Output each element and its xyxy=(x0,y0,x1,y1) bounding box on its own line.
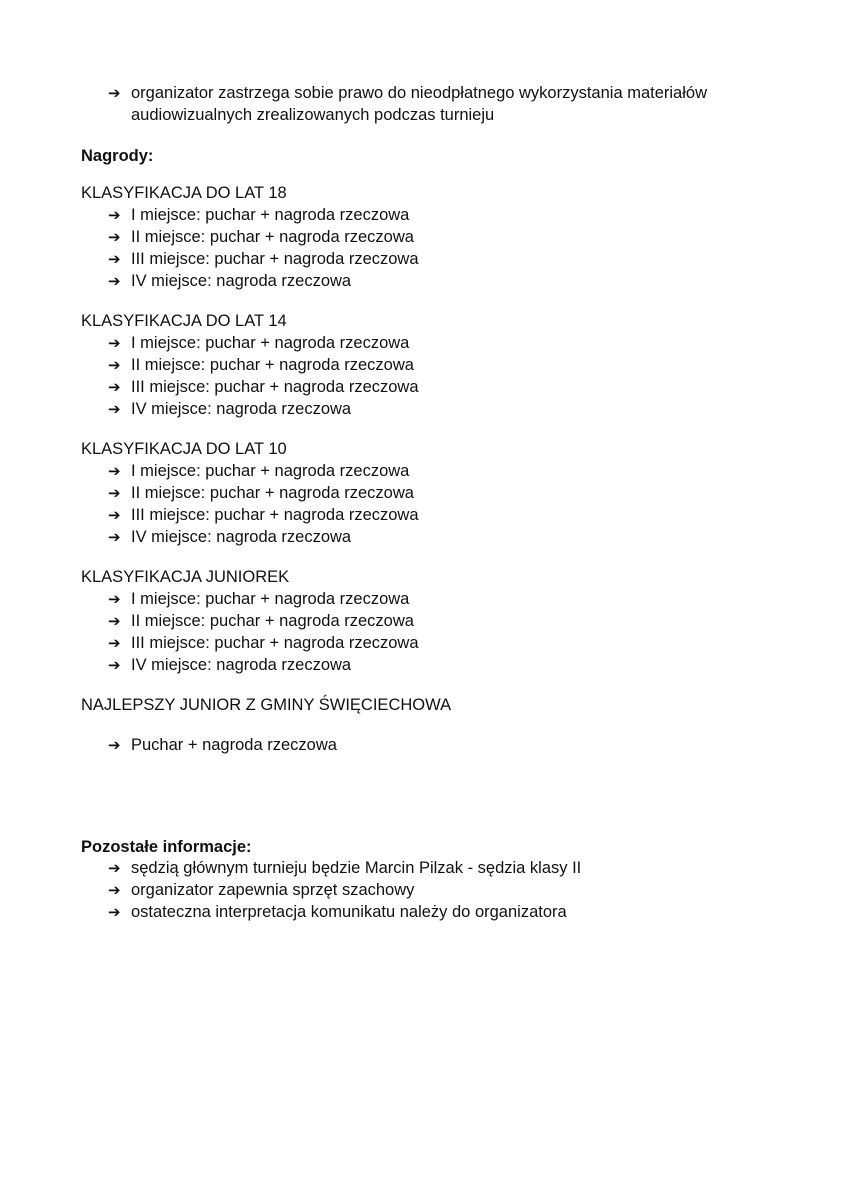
arrow-right-icon: ➔ xyxy=(108,378,121,396)
list-item xyxy=(108,204,781,226)
prize-class-u14 xyxy=(81,310,781,420)
list-item-text: II miejsce: puchar + nagroda rzeczowa xyxy=(131,228,414,246)
list-item xyxy=(108,332,781,354)
list-item xyxy=(108,504,781,526)
list-item-text: II miejsce: puchar + nagroda rzeczowa xyxy=(131,356,414,374)
list-item-text: IV miejsce: nagroda rzeczowa xyxy=(131,528,352,546)
list-item-text: III miejsce: puchar + nagroda rzeczowa xyxy=(131,634,419,652)
list-item-text: II miejsce: puchar + nagroda rzeczowa xyxy=(131,484,414,502)
prize-class-u18 xyxy=(81,182,781,292)
other-info-section xyxy=(81,857,781,923)
list-item-text: III miejsce: puchar + nagroda rzeczowa xyxy=(131,506,419,524)
arrow-right-icon: ➔ xyxy=(108,400,121,418)
arrow-right-icon: ➔ xyxy=(108,903,121,921)
class-title: KLASYFIKACJA DO LAT 18 xyxy=(81,184,287,202)
list-item-text: IV miejsce: nagroda rzeczowa xyxy=(131,272,352,290)
arrow-right-icon: ➔ xyxy=(108,506,121,524)
arrow-right-icon: ➔ xyxy=(108,484,121,502)
intro-list xyxy=(81,82,781,126)
arrow-right-icon: ➔ xyxy=(108,462,121,480)
list-item xyxy=(108,482,781,504)
arrow-right-icon: ➔ xyxy=(108,206,121,224)
other-info-heading: Pozostałe informacje: xyxy=(81,838,252,856)
list-item xyxy=(108,376,781,398)
list-item xyxy=(108,82,781,126)
list-item xyxy=(108,398,781,420)
list-item-text: sędzią głównym turnieju będzie Marcin Pilzak - sędzia klasy II xyxy=(131,859,582,877)
arrow-right-icon: ➔ xyxy=(108,528,121,546)
arrow-right-icon: ➔ xyxy=(108,228,121,246)
arrow-right-icon: ➔ xyxy=(108,84,121,102)
prize-list xyxy=(81,588,781,676)
list-item xyxy=(108,734,781,756)
best-junior-section xyxy=(81,734,781,756)
list-item-text: IV miejsce: nagroda rzeczowa xyxy=(131,656,352,674)
list-item xyxy=(108,226,781,248)
list-item xyxy=(108,588,781,610)
best-junior-title: NAJLEPSZY JUNIOR Z GMINY ŚWIĘCIECHOWA xyxy=(81,696,452,714)
list-item xyxy=(108,879,781,901)
list-item-text: I miejsce: puchar + nagroda rzeczowa xyxy=(131,462,410,480)
list-item xyxy=(108,632,781,654)
list-item-text: IV miejsce: nagroda rzeczowa xyxy=(131,400,352,418)
prize-list xyxy=(81,734,781,756)
list-item-text: III miejsce: puchar + nagroda rzeczowa xyxy=(131,378,419,396)
list-item xyxy=(108,354,781,376)
arrow-right-icon: ➔ xyxy=(108,634,121,652)
arrow-right-icon: ➔ xyxy=(108,590,121,608)
list-item-text: I miejsce: puchar + nagroda rzeczowa xyxy=(131,334,410,352)
arrow-right-icon: ➔ xyxy=(108,272,121,290)
list-item xyxy=(108,248,781,270)
arrow-right-icon: ➔ xyxy=(108,736,121,754)
arrow-right-icon: ➔ xyxy=(108,656,121,674)
list-item xyxy=(108,901,781,923)
list-item-text: organizator zastrzega sobie prawo do nieodpłatnego wykorzystania materiałów audiowizualnych zrealizowanych podczas turnieju xyxy=(131,84,707,124)
prize-list xyxy=(81,460,781,548)
list-item xyxy=(108,857,781,879)
list-item xyxy=(108,270,781,292)
class-title: KLASYFIKACJA JUNIOREK xyxy=(81,568,290,586)
list-item-text: ostateczna interpretacja komunikatu należy do organizatora xyxy=(131,903,567,921)
arrow-right-icon: ➔ xyxy=(108,881,121,899)
arrow-right-icon: ➔ xyxy=(108,250,121,268)
class-title: KLASYFIKACJA DO LAT 10 xyxy=(81,440,287,458)
arrow-right-icon: ➔ xyxy=(108,334,121,352)
list-item xyxy=(108,610,781,632)
list-item-text: II miejsce: puchar + nagroda rzeczowa xyxy=(131,612,414,630)
class-title: KLASYFIKACJA DO LAT 14 xyxy=(81,312,287,330)
list-item-text: I miejsce: puchar + nagroda rzeczowa xyxy=(131,590,410,608)
list-item-text: organizator zapewnia sprzęt szachowy xyxy=(131,881,415,899)
prize-class-u10 xyxy=(81,438,781,548)
arrow-right-icon: ➔ xyxy=(108,356,121,374)
list-item-text: III miejsce: puchar + nagroda rzeczowa xyxy=(131,250,419,268)
prize-class-juniors xyxy=(81,566,781,676)
prize-list xyxy=(81,204,781,292)
list-item xyxy=(108,526,781,548)
arrow-right-icon: ➔ xyxy=(108,859,121,877)
prizes-heading: Nagrody: xyxy=(81,147,154,165)
intro-section xyxy=(81,82,781,126)
prize-list xyxy=(81,332,781,420)
list-item xyxy=(108,654,781,676)
list-item xyxy=(108,460,781,482)
other-info-list xyxy=(81,857,781,923)
list-item-text: Puchar + nagroda rzeczowa xyxy=(131,736,337,754)
list-item-text: I miejsce: puchar + nagroda rzeczowa xyxy=(131,206,410,224)
arrow-right-icon: ➔ xyxy=(108,612,121,630)
